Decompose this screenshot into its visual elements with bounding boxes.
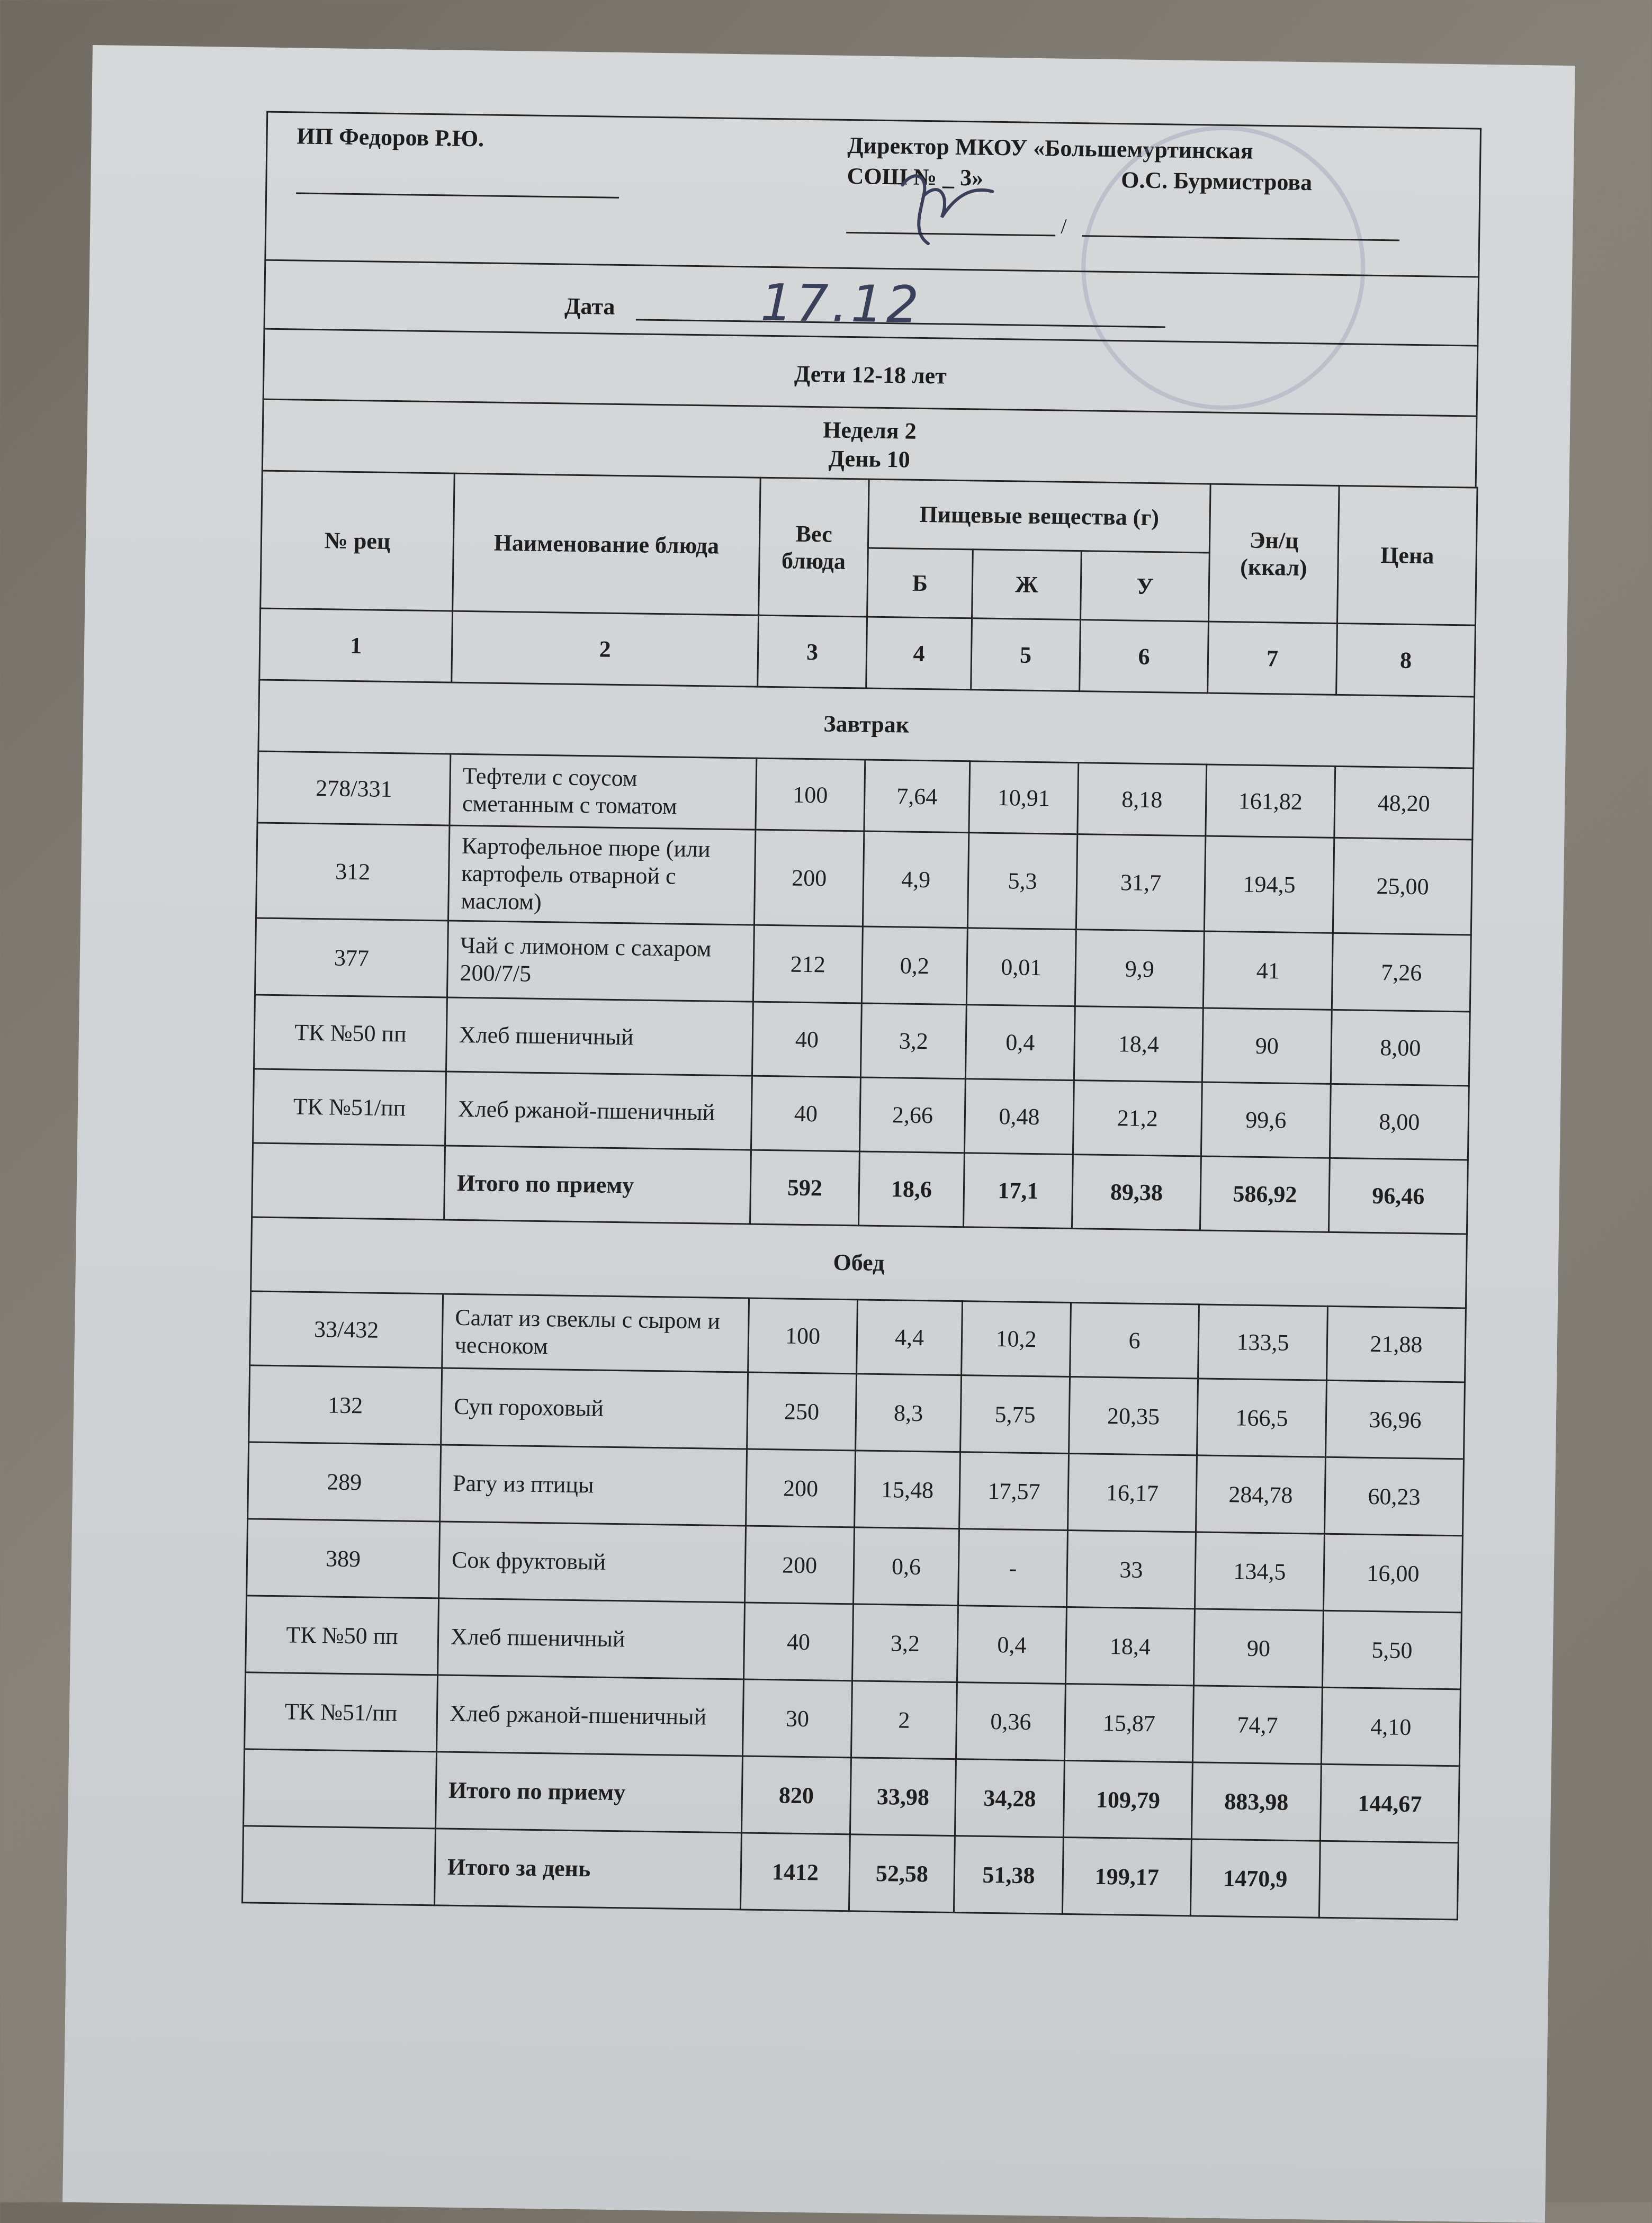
cell-carbs: 89,38 bbox=[1072, 1155, 1201, 1230]
cell-dish-name: Картофельное пюре (или картофель отварной с маслом) bbox=[448, 825, 755, 925]
cell-empty bbox=[252, 1143, 445, 1220]
supplier-name: ИП Федоров Р.Ю. bbox=[297, 123, 484, 152]
director-fio: О.С. Бурмистрова bbox=[1120, 167, 1313, 196]
cell-recipe-no: ТК №51/пп bbox=[253, 1069, 446, 1146]
header-approval-block bbox=[264, 111, 1482, 276]
cell-carbs: 21,2 bbox=[1073, 1081, 1202, 1156]
cell-fat: 10,2 bbox=[962, 1301, 1071, 1377]
col-carbs: У bbox=[1081, 551, 1210, 622]
cell-price bbox=[1319, 1841, 1458, 1920]
cell-weight: 820 bbox=[741, 1756, 851, 1834]
day-total-row bbox=[243, 1826, 1459, 1920]
cell-fat: 0,48 bbox=[964, 1079, 1074, 1155]
cell-price: 25,00 bbox=[1333, 838, 1472, 935]
cell-carbs: 109,79 bbox=[1063, 1760, 1192, 1839]
cell-protein: 2,66 bbox=[859, 1077, 965, 1153]
cell-carbs: 199,17 bbox=[1062, 1837, 1191, 1915]
director-line-1: Директор МКОУ «Большемуртинская bbox=[847, 132, 1253, 164]
cell-weight: 250 bbox=[747, 1372, 857, 1451]
cell-protein: 33,98 bbox=[850, 1758, 956, 1836]
cell-weight: 100 bbox=[748, 1298, 858, 1374]
cell-fat: 0,4 bbox=[957, 1606, 1066, 1684]
cell-dish-name: Тефтели с соусом сметанным с томатом bbox=[450, 754, 757, 830]
date-label: Дата bbox=[564, 293, 615, 320]
paper-sheet bbox=[62, 45, 1575, 2223]
cell-price: 16,00 bbox=[1323, 1534, 1462, 1613]
cell-dish-name: Хлеб ржаной-пшеничный bbox=[445, 1072, 752, 1150]
cell-total-label: Итого за день bbox=[435, 1829, 742, 1910]
cell-protein: 18,6 bbox=[859, 1151, 965, 1227]
cell-carbs: 6 bbox=[1070, 1303, 1199, 1379]
cell-dish-name: Хлеб пшеничный bbox=[446, 997, 753, 1076]
cell-carbs: 16,17 bbox=[1068, 1453, 1197, 1532]
cell-weight: 40 bbox=[751, 1076, 860, 1151]
cell-dish-name: Хлеб ржаной-пшеничный bbox=[437, 1675, 744, 1756]
cell-protein: 3,2 bbox=[852, 1604, 958, 1682]
cell-price: 8,00 bbox=[1330, 1084, 1469, 1160]
cell-carbs: 15,87 bbox=[1064, 1684, 1193, 1762]
col-num: 4 bbox=[866, 617, 972, 690]
cell-fat: 5,75 bbox=[960, 1375, 1070, 1454]
cell-recipe-no: ТК №50 пп bbox=[246, 1596, 439, 1675]
cell-dish-name: Салат из свеклы с сыром и чесноком bbox=[442, 1294, 749, 1372]
cell-total-label: Итого по приему bbox=[436, 1752, 743, 1833]
cell-weight: 40 bbox=[744, 1603, 854, 1681]
cell-fat: 0,36 bbox=[956, 1682, 1065, 1761]
cell-price: 96,46 bbox=[1328, 1158, 1468, 1234]
cell-energy: 161,82 bbox=[1206, 764, 1335, 838]
cell-energy: 166,5 bbox=[1197, 1379, 1327, 1457]
cell-energy: 90 bbox=[1202, 1008, 1332, 1084]
cell-price: 144,67 bbox=[1320, 1764, 1459, 1843]
col-num: 2 bbox=[452, 611, 759, 687]
cell-protein: 2 bbox=[851, 1681, 957, 1759]
cell-energy: 41 bbox=[1203, 931, 1333, 1010]
col-weight bbox=[759, 478, 869, 617]
col-energy-2: (ккал) bbox=[1240, 553, 1307, 581]
cell-recipe-no: ТК №51/пп bbox=[245, 1672, 438, 1752]
cell-price: 48,20 bbox=[1334, 766, 1474, 840]
section-title: Завтрак bbox=[258, 680, 1475, 768]
table-row bbox=[256, 823, 1473, 935]
week-label: Неделя 2 bbox=[822, 417, 917, 444]
cell-weight: 100 bbox=[756, 758, 865, 831]
cell-total-label: Итого по приему bbox=[444, 1146, 751, 1224]
col-weight-1: Вес bbox=[795, 520, 833, 547]
cell-weight: 212 bbox=[753, 925, 863, 1003]
cell-fat: - bbox=[958, 1529, 1068, 1607]
cell-price: 36,96 bbox=[1325, 1380, 1465, 1459]
cell-weight: 200 bbox=[745, 1526, 855, 1604]
cell-fat: 10,91 bbox=[969, 761, 1079, 834]
cell-energy: 586,92 bbox=[1200, 1156, 1330, 1232]
cell-protein: 3,2 bbox=[860, 1003, 966, 1079]
col-num: 7 bbox=[1208, 622, 1337, 695]
col-num: 5 bbox=[971, 618, 1081, 691]
cell-energy: 194,5 bbox=[1204, 836, 1334, 933]
cell-weight: 1412 bbox=[740, 1833, 850, 1911]
cell-recipe-no: 132 bbox=[249, 1365, 442, 1445]
cell-energy: 90 bbox=[1193, 1609, 1323, 1687]
cell-energy: 133,5 bbox=[1198, 1304, 1328, 1380]
cell-empty bbox=[243, 1826, 436, 1905]
col-energy-1: Эн/ц bbox=[1249, 527, 1299, 554]
cell-carbs: 18,4 bbox=[1065, 1607, 1195, 1685]
cell-energy: 1470,9 bbox=[1190, 1839, 1320, 1918]
col-fat: Ж bbox=[972, 550, 1082, 620]
cell-price: 4,10 bbox=[1321, 1687, 1460, 1766]
cell-price: 5,50 bbox=[1322, 1610, 1461, 1689]
cell-weight: 200 bbox=[746, 1449, 856, 1527]
cell-recipe-no: 389 bbox=[247, 1519, 440, 1598]
cell-carbs: 20,35 bbox=[1069, 1377, 1198, 1455]
cell-recipe-no: 377 bbox=[255, 918, 448, 997]
cell-fat: 51,38 bbox=[954, 1836, 1063, 1914]
cell-dish-name: Сок фруктовый bbox=[439, 1522, 746, 1603]
cell-energy: 284,78 bbox=[1196, 1455, 1325, 1534]
cell-carbs: 31,7 bbox=[1076, 834, 1205, 931]
cell-weight: 30 bbox=[742, 1679, 852, 1758]
cell-energy: 883,98 bbox=[1191, 1762, 1321, 1841]
cell-fat: 0,4 bbox=[965, 1005, 1075, 1081]
cell-protein: 4,4 bbox=[857, 1300, 963, 1375]
cell-protein: 0,2 bbox=[861, 926, 967, 1005]
age-group: Дети 12-18 лет bbox=[794, 361, 947, 389]
cell-dish-name: Рагу из птицы bbox=[440, 1445, 747, 1526]
col-energy bbox=[1209, 484, 1340, 623]
cell-price: 21,88 bbox=[1327, 1306, 1466, 1382]
cell-fat: 17,57 bbox=[959, 1452, 1069, 1531]
cell-energy: 74,7 bbox=[1192, 1686, 1322, 1764]
cell-carbs: 9,9 bbox=[1075, 930, 1204, 1008]
cell-price: 7,26 bbox=[1332, 933, 1471, 1012]
col-num: 6 bbox=[1080, 620, 1209, 693]
date-value: 17.12 bbox=[760, 273, 922, 335]
handwritten-signature bbox=[891, 164, 998, 250]
cell-protein: 4,9 bbox=[863, 831, 968, 928]
cell-energy: 134,5 bbox=[1195, 1532, 1324, 1610]
col-num: 3 bbox=[758, 615, 867, 688]
cell-protein: 15,48 bbox=[855, 1451, 960, 1529]
col-num: 1 bbox=[259, 608, 453, 682]
cell-fat: 34,28 bbox=[955, 1759, 1064, 1838]
signature-separator: / bbox=[1061, 214, 1067, 238]
cell-recipe-no: 33/432 bbox=[250, 1291, 443, 1368]
cell-empty bbox=[244, 1749, 437, 1829]
cell-weight: 592 bbox=[750, 1150, 860, 1226]
cell-recipe-no: 289 bbox=[248, 1442, 441, 1522]
supplier-signature-line bbox=[296, 192, 619, 199]
col-weight-2: блюда bbox=[781, 547, 846, 574]
cell-fat: 0,01 bbox=[966, 928, 1076, 1006]
cell-carbs: 8,18 bbox=[1078, 763, 1207, 836]
director-line-2: СОШ № _ 3» bbox=[847, 163, 984, 191]
cell-protein: 52,58 bbox=[849, 1834, 955, 1913]
col-dish-name: Наименование блюда bbox=[453, 473, 761, 615]
cell-weight: 40 bbox=[752, 1002, 861, 1077]
cell-fat: 17,1 bbox=[963, 1153, 1073, 1229]
cell-recipe-no: ТК №50 пп bbox=[254, 995, 447, 1072]
cell-fat: 5,3 bbox=[967, 833, 1077, 930]
cell-carbs: 18,4 bbox=[1074, 1006, 1203, 1082]
cell-carbs: 33 bbox=[1066, 1530, 1196, 1608]
cell-dish-name: Суп гороховый bbox=[441, 1368, 748, 1449]
cell-weight: 200 bbox=[754, 830, 864, 926]
col-recipe-no: № рец bbox=[261, 471, 455, 611]
cell-recipe-no: 278/331 bbox=[257, 751, 451, 825]
section-title: Обед bbox=[251, 1217, 1467, 1308]
menu-table bbox=[241, 470, 1478, 1921]
col-price: Цена bbox=[1337, 485, 1477, 625]
col-num: 8 bbox=[1336, 623, 1476, 697]
cell-protein: 8,3 bbox=[856, 1374, 962, 1452]
day-label: День 10 bbox=[828, 445, 911, 473]
cell-protein: 7,64 bbox=[864, 760, 970, 833]
cell-price: 60,23 bbox=[1324, 1457, 1464, 1536]
col-nutrients: Пищевые вещества (г) bbox=[868, 479, 1210, 553]
col-protein: Б bbox=[867, 548, 973, 618]
cell-dish-name: Хлеб пшеничный bbox=[438, 1598, 745, 1679]
cell-recipe-no: 312 bbox=[256, 823, 450, 921]
cell-dish-name: Чай с лимоном с сахаром 200/7/5 bbox=[447, 921, 754, 1002]
menu-document bbox=[241, 111, 1482, 1921]
cell-energy: 99,6 bbox=[1201, 1082, 1331, 1158]
cell-price: 8,00 bbox=[1331, 1010, 1470, 1086]
cell-protein: 0,6 bbox=[854, 1527, 959, 1606]
